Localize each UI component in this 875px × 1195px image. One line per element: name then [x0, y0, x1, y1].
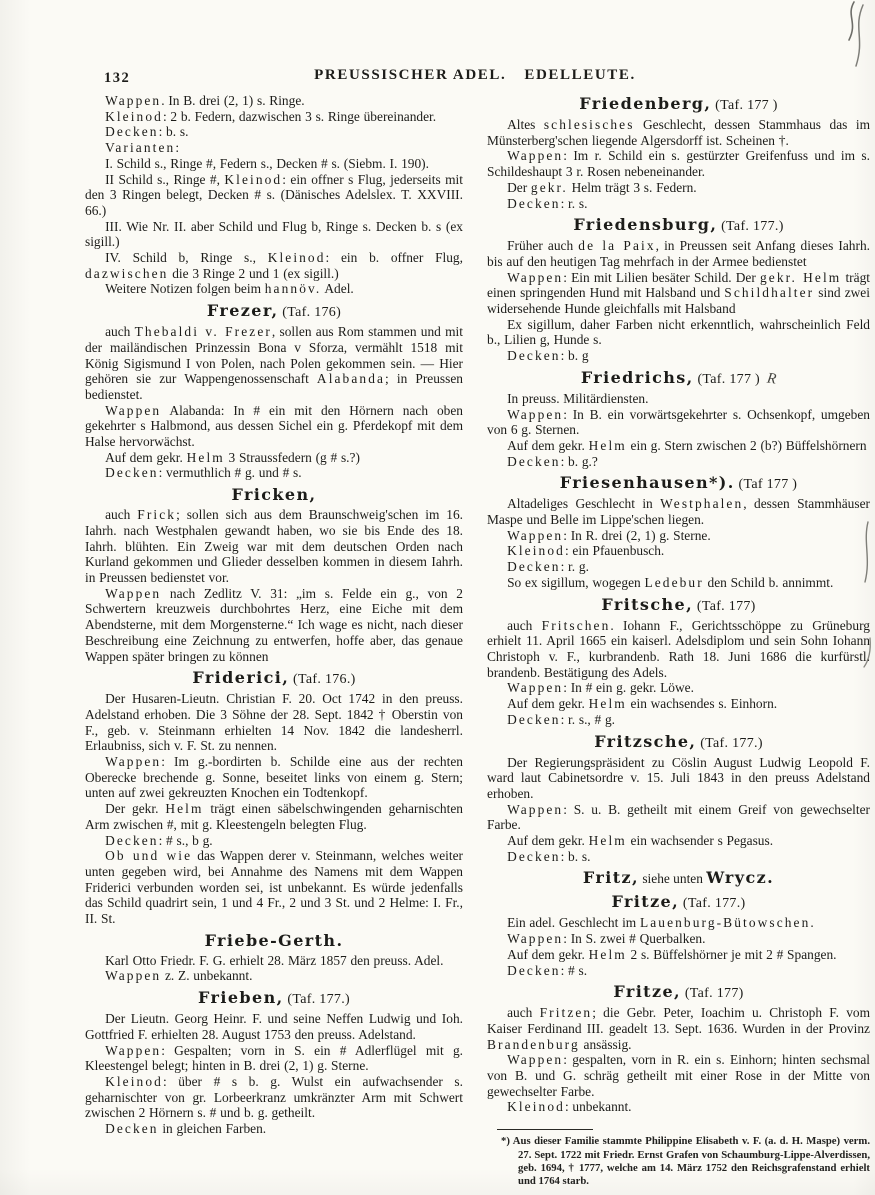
entry-paragraph: Decken in gleichen Farben.	[105, 1121, 267, 1137]
entry-paragraph: Kleinod: über # s b. g. Wulst ein aufwachsender s. geharnischter von gr. Lorbeerkranz umkränzter Arm mit Schwert zwischen 2 Hörnern s. # und b. g. getheilt.	[85, 1073, 463, 1121]
entry-paragraph: III. Wie Nr. II. aber Schild und Flug b, Ringe s. Decken b. s (ex sigill.)	[85, 218, 463, 250]
entry-name: Fritzsche,	[594, 731, 697, 751]
entry-paragraph: Decken: r. s., # g.	[507, 711, 616, 727]
entry-paragraph: Wappen: Ein mit Lilien besäter Schild. Der gekr. Helm trägt einen springenden Hund mit Halsband und Schildhalter sind zwei widersehende Hunde gleichfalls mit Halsband	[487, 269, 870, 317]
entry-plate-reference: (Taf. 177)	[693, 598, 756, 614]
letterspaced-term: Decken	[105, 124, 159, 140]
letterspaced-term: Kleinod	[105, 1073, 163, 1089]
entry-paragraph: Wappen: Im r. Schild ein s. gestürzter Greifenfuss und im s. Schildeshaupt 3 r. Rosen nebeneinander.	[487, 148, 870, 180]
entry-plate-reference: (Taf. 177)	[681, 986, 744, 1002]
letterspaced-term: Wappen	[507, 680, 564, 696]
letterspaced-term: Wappen	[507, 1052, 564, 1068]
entry-name: Friedensburg,	[573, 215, 718, 235]
entry-heading	[487, 368, 870, 389]
letterspaced-term: Westphalen	[660, 496, 744, 512]
entry-paragraph: Decken: b. g.?	[507, 453, 598, 469]
letterspaced-term: de la Paix	[578, 238, 656, 254]
letterspaced-term: Ob und wie	[105, 848, 193, 864]
letterspaced-term: Wappen	[105, 93, 162, 108]
letterspaced-term: Alabanda	[316, 371, 386, 387]
entry-name: Friderici,	[192, 668, 290, 688]
entry-paragraph: Ein adel. Geschlecht im Lauenburg-Bütowschen.	[507, 915, 814, 931]
entry-name: Friebe-Gerth.	[204, 930, 344, 950]
entry-paragraph: Wappen: Gespalten; vorn in S. ein # Adlerflügel mit g. Kleestengel belegt; hinten in B. drei (2, 1) g. Sterne.	[85, 1042, 463, 1074]
entry-paragraph: Auf dem gekr. Helm ein wachsender s Pegasus.	[507, 833, 774, 849]
entry-paragraph: Ob und wie das Wappen derer v. Steinmann, welches weiter unten gegeben wird, bei Annahme des Namens mit dem Wappen Friderici verbunden worden sei, ist unbekannt. Es würde jedenfalls das Schild quadrirt sein, 1 und 4 Fr., 2 und 3 St. und 2 Helme: I. Fr., II. St.	[85, 848, 463, 927]
letterspaced-term: Fritschen	[541, 617, 611, 633]
entry-plate-reference: (Taf. 177.)	[717, 219, 784, 235]
page-number: 132	[104, 70, 131, 86]
entry-paragraph: Der Regierungspräsident zu Cöslin August Ludwig Leopold F. ward laut Cabinetsordre v. 15. Juli 1843 in den preuss Adelstand erhoben.	[487, 754, 870, 801]
entry-heading	[487, 732, 870, 753]
entry-name: Frieben,	[198, 988, 284, 1008]
entry-heading	[487, 473, 870, 494]
entry-paragraph: Varianten:	[105, 140, 180, 156]
letterspaced-term: Decken	[507, 559, 561, 575]
entry-paragraph: Auf dem gekr. Helm 2 s. Büffelshörner je mit 2 # Spangen.	[507, 946, 837, 962]
entry-paragraph: Karl Otto Friedr. F. G. erhielt 28. März 1857 den preuss. Adel.	[105, 952, 444, 968]
entry-name: Fritsche,	[601, 594, 694, 614]
entry-paragraph: Wappen: S. u. B. getheilt mit einem Greif von gewechselter Farbe.	[487, 801, 870, 833]
entry-cross-reference: siehe unten	[638, 871, 707, 887]
entry-paragraph: Wappen: In # ein g. gekr. Löwe.	[507, 680, 694, 696]
entry-heading	[85, 301, 463, 322]
entry-paragraph: Wappen: In B. ein vorwärtsgekehrter s. Ochsenkopf, umgeben von 6 g. Sternen.	[487, 406, 870, 438]
column-left	[85, 93, 463, 1137]
entry-name: Friedrichs,	[580, 367, 694, 387]
letterspaced-term: Kleinod	[507, 543, 565, 559]
entry-name: Friedenberg,	[579, 94, 712, 113]
letterspaced-term: Wappen	[507, 527, 564, 543]
entry-paragraph: auch Thebaldi v. Frezer, sollen aus Rom stammen und mit der mailändischen Prinzessin Bona v Sforza, vermählt 1518 mit König Sigismund I von Polen, nach Polen gekommen sein. — Hier gehören sie zur Wappengenossenschaft Alabanda; in Preussen bedienstet.	[85, 324, 463, 402]
entry-paragraph: Kleinod: 2 b. Federn, dazwischen 3 s. Ringe übereinander.	[105, 108, 437, 124]
letterspaced-term: Helm	[588, 696, 627, 712]
letterspaced-term: Decken	[105, 1121, 159, 1137]
entry-paragraph: Decken: b. s.	[507, 848, 591, 864]
letterspaced-term: hannöv.	[264, 281, 322, 297]
letterspaced-term: Decken	[507, 962, 561, 978]
letterspaced-term: Thebaldi v. Frezer	[134, 324, 272, 340]
letterspaced-term: Brandenburg	[487, 1036, 580, 1052]
entry-paragraph: Decken: b. g	[507, 348, 589, 364]
entry-paragraph: Wappen nach Zedlitz V. 31: „im s. Felde ein g., von 2 Schwertern kreuzweis durchbohrtes Herz, eine Eiche mit dem Abendsterne, mit dem Morgensterne.“ Ich wage es nicht, nach dieser Beschreibung eine Zeichnung zu entwerfen, hoffe aber, das genaue Wappen später bringen zu können	[85, 585, 463, 664]
entry-heading	[487, 892, 870, 913]
entry-paragraph: Wappen Alabanda: In # ein mit den Hörnern nach oben gekehrter s Halbmond, aus dessen Sichel ein g. Pferdekopf mit dem Halse hervorwächst.	[85, 402, 463, 450]
page-title	[85, 67, 865, 84]
entry-paragraph: auch Frick; sollen sich aus dem Braunschweig'schen im 16. Iahrh. nach Westphalen gewandt haben, wo sie bis Ende des 18. Iahrh. blühten. Ein Zweig war mit dem deutschen Orden nach Kurland gekommen und Glieder desselben kommen in diesem Iahrh. in Preussen bedienstet vor.	[85, 507, 464, 585]
entry-paragraph: Der Lieutn. Georg Heinr. F. und seine Neffen Ludwig und Ioh. Gottfried F. erhielten 28. August 1753 den preuss. Adelstand.	[85, 1011, 463, 1042]
entry-paragraph: Wappen. In B. drei (2, 1) s. Ringe.	[105, 93, 305, 108]
entry-plate-reference: (Taf. 176)	[278, 305, 342, 321]
entry-plate-reference: (Taf. 177 )	[711, 98, 778, 113]
entry-paragraph: IV. Schild b, Ringe s., Kleinod: ein b. offner Flug, dazwischen die 3 Ringe 2 und 1 (ex sigill.)	[85, 250, 463, 281]
letterspaced-term: Helm	[588, 833, 627, 849]
entry-heading	[85, 485, 463, 505]
letterspaced-term: Helm	[588, 437, 627, 453]
letterspaced-term: Helm	[588, 946, 627, 962]
letterspaced-term: Wappen	[105, 402, 162, 418]
entry-paragraph: Der Husaren-Lieutn. Christian F. 20. Oct 1742 in den preuss. Adelstand erhoben. Die 3 Söhne der 28. Sept. 1842 † Oberstin von F., geb. v. Steinmann erhielten 14 Nov. 1842 die landesherrl. Erlaubniss, sich v. F. St. zu nennen.	[85, 691, 463, 754]
letterspaced-term: Wappen	[507, 931, 564, 947]
entry-name-reference: Wrycz.	[706, 868, 775, 888]
letterspaced-term: Fritzen	[539, 1005, 593, 1021]
letterspaced-term: Frick	[137, 507, 177, 523]
letterspaced-term: Wappen	[105, 585, 162, 601]
entry-paragraph: Decken: r. s.	[507, 195, 588, 211]
footnote-text: *) Aus dieser Familie stammte Philippine Elisabeth v. F. (a. d. H. Maspe) verm. 27. Sept. 1722 mit Friedr. Ernst Grafen von Schaumburg-Lippe-Alverdissen, geb. 1694, † 1777, welche am 14. März 1752 den Reichsgrafenstand erhielt und 1764 starb.	[501, 1135, 870, 1188]
letterspaced-term: Decken	[507, 848, 561, 864]
entry-paragraph: Decken: r. g.	[507, 559, 589, 575]
letterspaced-term: Schildhalter	[724, 285, 815, 301]
letterspaced-term: Decken	[507, 711, 561, 727]
pen-mark-top-right	[823, 0, 871, 72]
page-title-left: PREUSSISCHER ADEL.	[314, 67, 507, 83]
entry-heading	[487, 94, 870, 115]
entry-paragraph: Wappen: In R. drei (2, 1) g. Sterne.	[507, 527, 711, 543]
entry-heading	[85, 988, 463, 1009]
letterspaced-term: Wappen	[105, 1042, 162, 1058]
entry-plate-reference: (Taf. 177.)	[283, 992, 350, 1008]
letterspaced-term: Kleinod	[267, 250, 326, 266]
entry-plate-reference: (Taf. 176.)	[289, 672, 356, 688]
entry-paragraph: Kleinod: ein Pfauenbusch.	[507, 543, 665, 559]
entry-paragraph: Der gekr. Helm trägt 3 s. Federn.	[507, 179, 697, 195]
entry-heading	[487, 982, 870, 1003]
entry-paragraph: Wappen z. Z. unbekannt.	[105, 968, 253, 984]
letterspaced-term: Wappen	[507, 406, 564, 422]
entry-paragraph: Auf dem gekr. Helm 3 Straussfedern (g # s.?)	[105, 449, 360, 465]
entry-paragraph: Früher auch de la Paix, in Preussen seit Anfang dieses Iahrh. bis auf den heutigen Tag mehrfach in der Armee bedienstet	[487, 238, 870, 269]
entry-name: Fricken,	[231, 485, 317, 505]
entry-paragraph: I. Schild s., Ringe #, Federn s., Decken # s. (Siebm. I. 190).	[105, 155, 429, 171]
entry-name: Fritz,	[582, 868, 639, 888]
entry-paragraph: Altes schlesisches Geschlecht, dessen Stammhaus das im Münsterberg'schen liegende Algersdorff ist. Scheinen †.	[487, 117, 870, 148]
letterspaced-term: Kleinod	[224, 171, 283, 187]
entry-heading	[487, 215, 870, 236]
entry-heading	[85, 931, 463, 951]
entry-paragraph: Wappen: In S. zwei # Querbalken.	[507, 931, 706, 947]
letterspaced-term: Helm	[165, 801, 204, 817]
letterspaced-term: Wappen	[507, 801, 564, 817]
letterspaced-term: Varianten	[105, 140, 176, 156]
letterspaced-term: schlesisches	[543, 117, 635, 132]
letterspaced-term: Decken	[105, 465, 159, 481]
letterspaced-term: Decken	[507, 195, 561, 211]
entry-paragraph: In preuss. Militärdiensten.	[507, 390, 649, 406]
letterspaced-term: gekr. Helm	[760, 269, 842, 285]
entry-plate-reference: (Taf 177 )	[734, 477, 798, 493]
entry-heading	[487, 595, 870, 616]
entry-paragraph: II Schild s., Ringe #, Kleinod: ein offner s Flug, jederseits mit den 3 Ringen belegt, Decken # s. (Dänisches Adelslex. T. XXVIII. 66.)	[85, 171, 463, 218]
entry-paragraph: Auf dem gekr. Helm ein wachsendes s. Einhorn.	[507, 696, 778, 712]
entry-paragraph: Decken: # s., b g.	[105, 832, 213, 848]
letterspaced-term: Wappen	[507, 148, 564, 164]
letterspaced-term: Wappen	[105, 754, 162, 770]
entry-plate-reference: (Taf. 177.)	[679, 896, 746, 912]
entry-paragraph: auch Fritzen; die Gebr. Peter, Ioachim u. Christoph F. vom Kaiser Ferdinand III. geadelt 13. Sept. 1636. Wurden in der Provinz Brandenburg ansässig.	[487, 1005, 870, 1052]
entry-plate-reference: (Taf. 177 )	[693, 371, 761, 387]
entry-plate-reference: (Taf. 177.)	[696, 735, 763, 751]
column-right	[487, 90, 870, 1189]
letterspaced-term: Kleinod	[507, 1099, 565, 1115]
letterspaced-term: Helm	[186, 449, 225, 465]
letterspaced-term: Lauenburg-Bütowschen	[639, 915, 811, 931]
entry-paragraph: Wappen: gespalten, vorn in R. ein s. Einhorn; hinten sechsmal von B. und G. schräg getheilt mit einer Rose in der Mitte von gewechselter Farbe.	[487, 1052, 870, 1099]
entry-paragraph: Decken: # s.	[507, 962, 588, 978]
letterspaced-term: gekr.	[530, 179, 568, 195]
letterspaced-term: Wappen	[507, 269, 564, 285]
handwritten-annotation: R	[766, 370, 778, 388]
letterspaced-term: Decken	[507, 453, 561, 469]
entry-heading	[487, 868, 870, 888]
entry-paragraph: Auf dem gekr. Helm ein g. Stern zwischen 2 (b?) Büffelshörnern	[507, 437, 867, 453]
page-title-right: EDELLEUTE.	[524, 67, 636, 83]
footnote-separator	[497, 1129, 593, 1130]
entry-paragraph: Ex sigillum, daher Farben nicht erkenntlich, wahrscheinlich Feld b., Lilien g, Hunde s.	[487, 316, 870, 348]
letterspaced-term: Decken	[507, 348, 561, 364]
letterspaced-term: dazwischen	[85, 265, 169, 281]
entry-name: Fritze,	[613, 982, 682, 1002]
entry-paragraph: Decken: b. s.	[105, 124, 189, 140]
entry-paragraph: Altadeliges Geschlecht in Westphalen, dessen Stammhäuser Maspe und Belle im Lippe'schen liegen.	[487, 496, 870, 528]
letterspaced-term: Kleinod	[105, 108, 163, 124]
entry-paragraph: Der gekr. Helm trägt einen säbelschwingenden geharnischten Arm zwischen #, mit g. Kleestengeln belegten Flug.	[85, 801, 463, 832]
entry-paragraph: Kleinod: unbekannt.	[507, 1099, 632, 1115]
entry-paragraph: auch Fritschen. Iohann F., Gerichtsschöppe zu Grüneburg erhielt 11. April 1665 ein kaiserl. Adelsdiplom und sein Sohn Iohann Christoph v. F., kurbrandenb. Rath 18. Juni 1686 die kurfürstl. brandenb. Bestätigung des Adels.	[487, 617, 870, 680]
entry-name: Frezer,	[206, 301, 279, 321]
entry-paragraph: So ex sigillum, wogegen Ledebur den Schild b. annimmt.	[507, 574, 834, 590]
entry-name: Fritze,	[611, 892, 680, 912]
entry-paragraph: Wappen: Im g.-bordirten b. Schilde eine aus der rechten Oberecke brechende g. Sonne, beseitet links von einem g. Stern; unten auf zwei gekreuzten Knochen ein Todtenkopf.	[85, 754, 463, 801]
letterspaced-term: Wappen	[105, 968, 162, 984]
letterspaced-term: Decken	[105, 832, 159, 848]
entry-paragraph: Weitere Notizen folgen beim hannöv. Adel.	[105, 281, 354, 297]
entry-name: Friesenhausen*).	[559, 473, 735, 493]
entry-heading	[85, 668, 463, 689]
letterspaced-term: Ledebur	[644, 574, 704, 590]
entry-paragraph: Decken: vermuthlich # g. und # s.	[105, 465, 302, 481]
